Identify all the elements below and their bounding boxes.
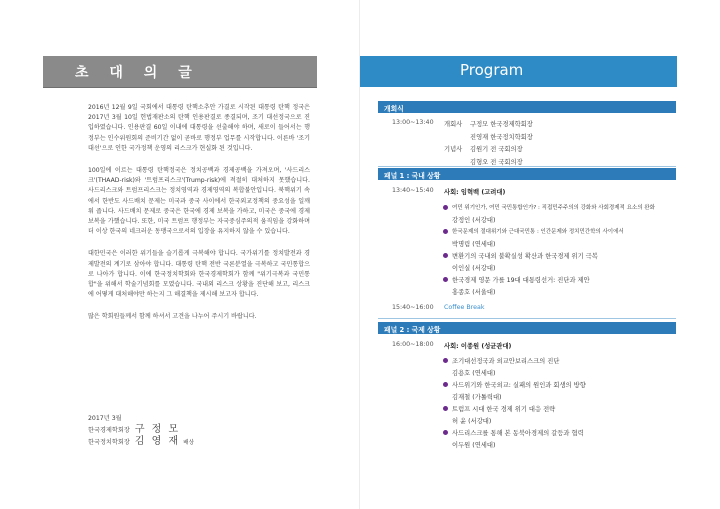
section-title: 개회식 — [384, 104, 404, 113]
bullet-icon — [443, 253, 448, 258]
session-chair: 사회: 임혁백 (고려대) — [444, 189, 506, 196]
bullet-icon — [443, 358, 448, 363]
talk-speaker: 홍종호 (서울대) — [452, 289, 496, 296]
talk-topic: 변환기의 국내외 불확실성 확산과 한국경제 위기 극복 — [452, 253, 598, 260]
talk-speaker: 강정인 (서강대) — [452, 217, 496, 224]
talk-speaker: 이인실 (서강대) — [452, 265, 496, 272]
section-header-panel1 — [378, 168, 676, 180]
signature-closing: 배상 — [183, 440, 194, 446]
section-header-opening — [378, 101, 676, 113]
program-title-box — [360, 56, 677, 87]
session-chair: 사회: 이종원 (성균관대) — [444, 343, 512, 350]
signer-row — [88, 424, 194, 436]
invitation-paragraph: 대한민국은 이러한 위기들을 슬기롭게 극복해야 합니다. 국가위기를 정치발전과 경제발전의 계기로 삼아야 합니다. 대통령 탄핵 전반 국론분열을 극복하고 국민통합으로 나아가 합니다. 이에 한국정치학회와 한국경제학회가 함께 "위기극복과 국민통합"을 위해서 학술기념회를 모였습니다. 국내외 리스크 상황을 진단해 보고, 리스크에 어떻게 대처해야만 하는지 그 해결책을 제시해 보고자 합니다. — [88, 250, 310, 299]
bullet-icon — [443, 229, 448, 234]
session-person: 김형오 전 국회의장 — [470, 159, 523, 166]
talk-speaker: 이두원 (연세대) — [452, 442, 496, 449]
invitation-heading: 초 대 의 글 — [75, 65, 200, 81]
talk-topic: 여민 위기인가, 여민 국민통합인가? : 직접민주주의의 강화와 사회경제적 요소의 완화 — [452, 205, 655, 211]
break-time: 15:40~16:00 — [392, 304, 434, 311]
session-person: 진영재 한국정치학회장 — [470, 134, 533, 141]
session-person: 구정모 한국경제학회장 — [470, 121, 533, 128]
section-header-panel2 — [378, 322, 676, 334]
bullet-icon — [443, 382, 448, 387]
bullet-icon — [443, 205, 448, 210]
signer-org: 한국경제학회장 — [88, 427, 130, 434]
session-role: 기념사 — [444, 146, 463, 153]
signature-date: 2017년 3월 — [88, 415, 122, 422]
signature-block — [88, 413, 194, 449]
section-divider — [378, 166, 676, 167]
bullet-icon — [443, 406, 448, 411]
talk-speaker: 허 윤 (서강대) — [452, 418, 492, 425]
talk-topic: 조기대선정국과 외교안보리스크의 진단 — [452, 358, 560, 365]
talk-speaker: 박명림 (연세대) — [452, 241, 496, 248]
talk-speaker: 김용호 (연세대) — [452, 370, 496, 377]
signer-row — [88, 436, 194, 449]
talk-topic: 한국경제 영문 가를 19대 대통령선거: 진단과 제안 — [452, 277, 590, 284]
talk-speaker: 김재철 (가톨릭대) — [452, 394, 502, 401]
session-time: 13:00~13:40 — [392, 119, 434, 126]
talk-topic: 트럼프 시대 한국 경제 위기 대응 전략 — [452, 406, 556, 413]
talk-topic: 한국문제의 절대위기와 근대국민통 : 인간문제와 정치민간학의 사이에서 — [452, 229, 624, 235]
coffee-break-label: Coffee Break — [444, 304, 485, 311]
invitation-paragraph: 2016년 12월 9일 국회에서 대통령 탄핵소추안 가결로 시작된 대통령 탄핵 정국은 2017년 3월 10일 헌법재판소의 탄핵 인용판결로 종결되며, 조기 대선정국으로 진입하였습니다. 인용판결 60일 이내에 대통령을 선출해야 하며, 새로이 들어서는 행정부는 인수위원회의 준비기간 없이 곧바로 행정부 업무를 시작합니다. 이른바 '조기대선'으로 인한 국가정책 운영의 리스크가 현실화 된 것입니다. — [88, 104, 310, 152]
section-title: 패널 2 : 국제 상황 — [384, 325, 441, 334]
session-time: 16:00~18:00 — [392, 341, 434, 348]
bullet-icon — [443, 277, 448, 282]
signer-org: 한국정치학회장 — [88, 439, 130, 446]
bullet-icon — [443, 430, 448, 435]
talk-topic: 사드리스크를 통해 본 동북아경제의 갈등과 협력 — [452, 430, 584, 437]
signer-name: 김 영 재 — [134, 436, 181, 447]
session-time: 13:40~15:40 — [392, 187, 434, 194]
invitation-body — [88, 103, 310, 335]
session-person: 김원기 전 국회의장 — [470, 146, 523, 153]
invitation-paragraph: 많은 학회원들께서 함께 하셔서 고견을 나누어 주시기 바랍니다. — [88, 313, 257, 321]
session-role: 개회사 — [444, 121, 463, 128]
program-page — [360, 0, 720, 509]
program-title: Program — [460, 61, 524, 79]
section-title: 패널 1 : 국내 상황 — [384, 171, 441, 180]
section-divider — [378, 318, 676, 319]
talk-topic: 사드위기와 한국외교: 실패의 원인과 회생의 방향 — [452, 382, 586, 389]
invitation-paragraph: 100일에 이르는 대통령 탄핵정국은 정치공백과 경제공백을 가져오며, '사드리스크'(THAAD-risk)와 '트럼프리스크'(Trump-risk)에 적절히 대처하지 못했습니다. 사드리스크와 트럼프리스크는 정치영역과 경제영역의 복합불안입니다. 북핵위기 속에서 한반도 사드배치 문제는 미국과 중국 사이에서 한국외교정책의 중요성을 일깨워 줍니다. 사드배치 문제로 중국은 한국에 경제 보복을 가하고, 미국은 중국에 경제 보복을 가했습니다. 또한, 미국 트럼프 행정부는 자국중심주의적 움직임을 강화하며 더 이상 한국의 네크러운 동맹국으로서의 입장을 유지하지 않을 수 있습니다. — [88, 167, 310, 236]
invitation-title-box — [43, 56, 317, 88]
signer-name: 구 정 모 — [134, 424, 181, 435]
